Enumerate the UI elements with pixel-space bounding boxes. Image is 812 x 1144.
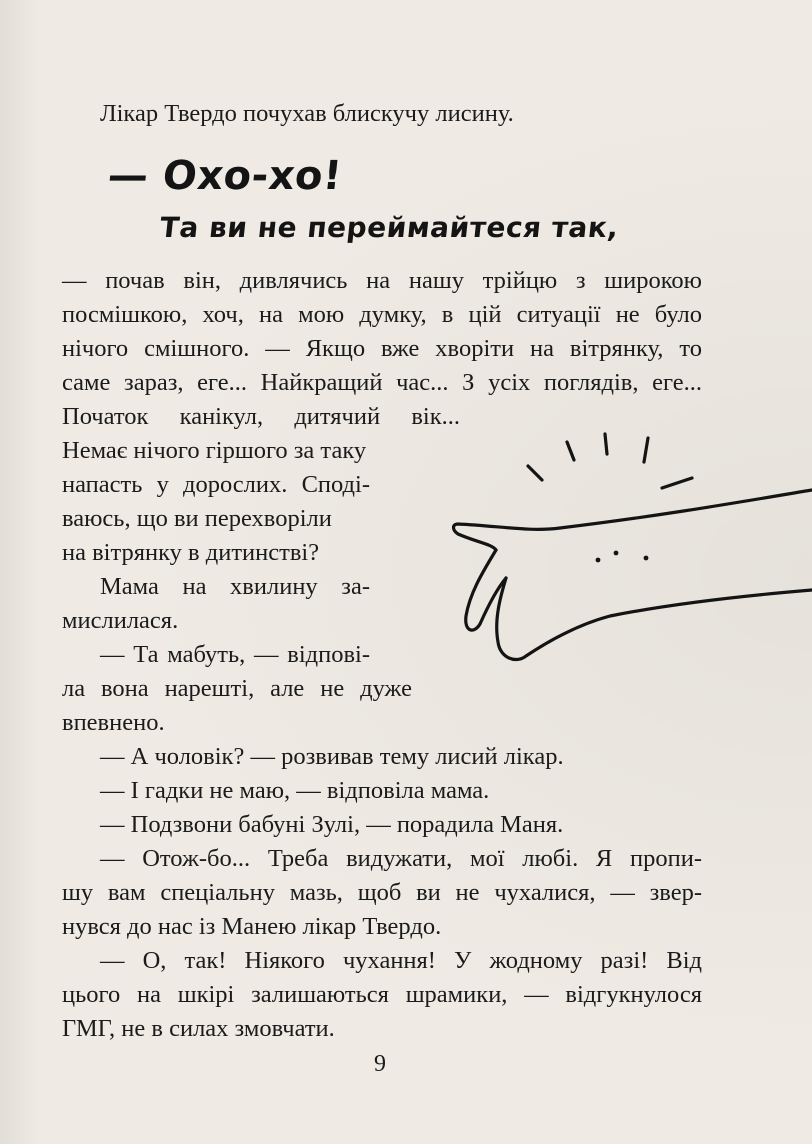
paragraph-line: посмішкою, хоч, на мою думку, в цій ситуації не було bbox=[62, 301, 702, 328]
paragraph-line: напасть у дорослих. Споді- bbox=[62, 471, 370, 498]
page-number: 9 bbox=[374, 1051, 386, 1077]
paragraph-line: на вітрянку в дитинстві? bbox=[62, 539, 320, 566]
paragraph-line: — Отож-бо... Треба видужати, мої любі. Я пропи- bbox=[100, 845, 702, 872]
paragraph-line: мислилася. bbox=[62, 607, 179, 634]
paragraph-line: — О, так! Ніякого чухання! У жодному разі! Від bbox=[100, 947, 702, 974]
paragraph-line: Початок канікул, дитячий вік... bbox=[62, 403, 460, 430]
paragraph-line: — А чоловік? — розвивав тему лисий лікар. bbox=[100, 743, 564, 770]
paragraph-line: впевнено. bbox=[62, 709, 165, 736]
paragraph-line: Мама на хвилину за- bbox=[100, 573, 370, 600]
paragraph-line: нувся до нас із Манею лікар Твердо. bbox=[62, 913, 442, 940]
paragraph-line: цього на шкірі залишаються шрамики, — відгукнулося bbox=[62, 981, 702, 1008]
exclamation-subline: Та ви не переймайтеся так, bbox=[158, 211, 621, 244]
paragraph-line: саме зараз, еге... Найкращий час... З усіх поглядів, еге... bbox=[62, 369, 702, 396]
paragraph-line: шу вам спеціальну мазь, щоб ви не чухалися, — звер- bbox=[62, 879, 702, 906]
exclamation-headline: — Охо-хо! bbox=[105, 153, 345, 199]
paragraph-line: — Та мабуть, — відпові- bbox=[100, 641, 370, 668]
paragraph-line: нічого смішного. — Якщо вже хворіти на вітрянку, то bbox=[62, 335, 702, 362]
pointing-hand-illustration bbox=[440, 420, 812, 680]
paragraph-line: ваюсь, що ви перехворіли bbox=[62, 505, 332, 532]
paragraph-line: ГМГ, не в силах змовчати. bbox=[62, 1015, 335, 1042]
paragraph-line: — І гадки не маю, — відповіла мама. bbox=[100, 777, 490, 804]
paragraph-line: Лікар Твердо почухав блискучу лисину. bbox=[100, 100, 514, 127]
paragraph-line: Немає нічого гіршого за таку bbox=[62, 437, 367, 464]
paragraph-line: ла вона нарешті, але не дуже bbox=[62, 675, 412, 702]
paragraph-line: — почав він, дивлячись на нашу трійцю з широкою bbox=[62, 267, 702, 294]
paragraph-line: — Подзвони бабуні Зулі, — порадила Маня. bbox=[100, 811, 564, 838]
